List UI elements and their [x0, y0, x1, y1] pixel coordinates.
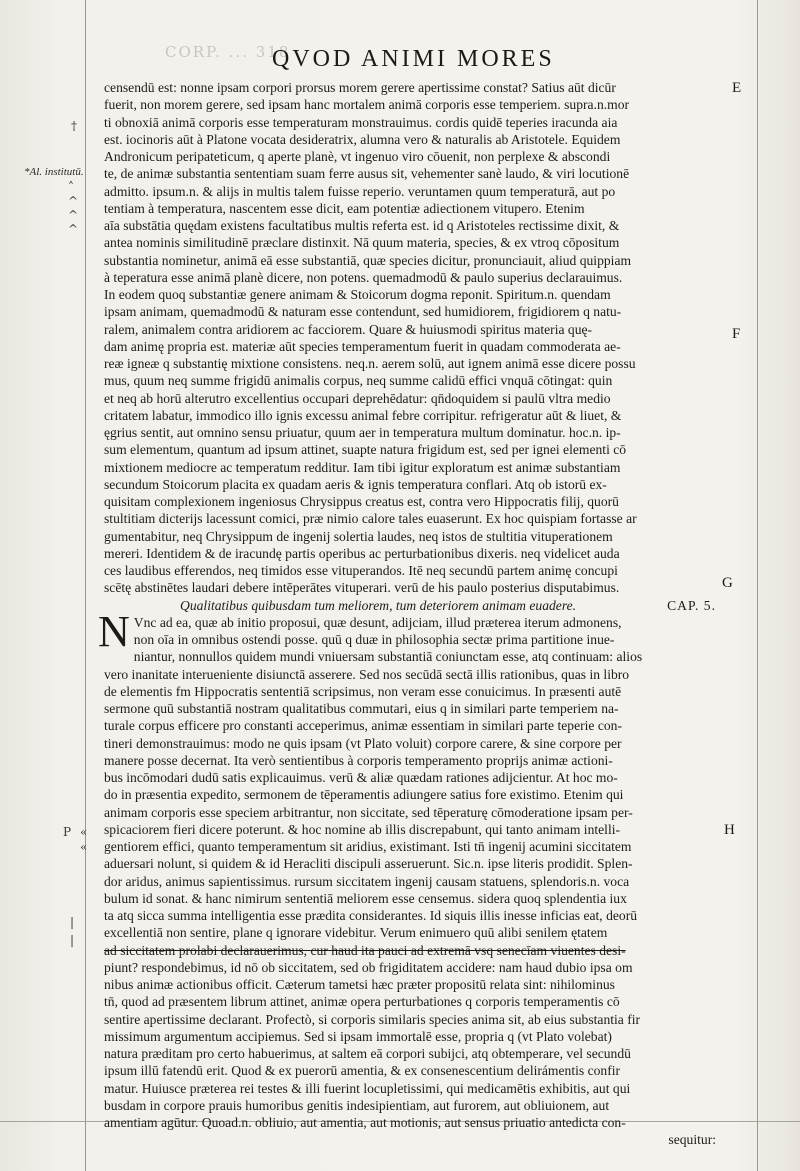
catchword: sequitur: [668, 1132, 716, 1148]
margin-letter-h: H [724, 822, 735, 838]
text-line: Andronicum peripateticum, q aperte planè, vt ingenuo viro cōuenit, non perplexe & abscondi [104, 149, 611, 164]
margin-letter-e: E [732, 80, 742, 96]
pen-mark: P [63, 825, 72, 839]
text-line: vero inanitate interueniente disiunctā asserere. Sed nos secūdā sectā illis rationibus, quas in libro [104, 666, 630, 682]
text-line: scētę abstinētes laudari debere intēperātes vituperari. verū de his paulo posterius disputabimus. [104, 580, 620, 596]
text-line: mereri. Identidem & de iracundę partis operibus ac perturbationibus dixeris. neq videlicet auda [104, 545, 620, 561]
text-line: ta atq sicca summa intelligentia esse prædita considerantes. Id siquis illis inesse inficias eat, deorū [104, 908, 638, 923]
text-line: admitto. ipsum.n. & alijs in multis talem fuisse reperio. veruntamen quum temperaturā, aut po [104, 183, 616, 199]
text-line: de elementis fm Hippocratis sententiā scripsimus, non veram esse conuicimus. In præsenti autē [104, 683, 622, 699]
running-head: QVOD ANIMI MORES [272, 46, 555, 72]
text-line: ipsam animam, quemadmodū & naturam esse contendunt, sed humidiorem, frigidiorem q natu- [104, 304, 622, 320]
text-line: amentiam agūtur. Quoad.n. obliuio, aut amentia, aut motionis, aut sensus priuatio antedicta con- [104, 1115, 626, 1130]
text-line: est. iocinoris aūt à Platone vocata desideratrix, alumna vero & naturalis ab Aristotele. Equidem [104, 131, 621, 147]
text-line: substantia nominetur, animā eā esse substantiā, quæ species dicitur, pronunciauit, aliud quippiam [104, 252, 632, 268]
text-line: gentiorem effici, quanto temperamentum sit aridius, existimant. Isti tn̄ ingenij acumini siccitatem [104, 839, 632, 854]
text-line: aīa substātia quędam existens facultatibus multis referta est. id q Aristoteles rectissime dixit, & [104, 218, 620, 233]
text-line: sum elementum, quantum ad ipsum attinet, suapte natura frigidum est, sed per ignei elementi cō [104, 442, 627, 458]
text-line: sentire apertissime declarant. Profectò, si corporis similaris species anima sit, ab eius substantia fir [104, 1011, 641, 1027]
text-line: gumentabitur, neq Chrysippum de ingenij solertia laudes, neq istos de stultitia vituperationem [104, 528, 613, 544]
pen-mark: | [70, 915, 75, 929]
section-two [98, 606, 736, 1132]
text-line: piunt? respondebimus, id nō ob siccitatem, sed ob frigiditatem accidere: nam haud dubio ipsa om [104, 959, 633, 975]
text-line: natura præditam pro certo habuerimus, at saltem eā corpori subijci, atq obtemperare, vel secundū [104, 1046, 631, 1061]
text-line: turale corpus efficere pro constanti acceperimus, animæ essentiam in similari parte teperie con- [104, 718, 622, 734]
right-frame-rule [757, 0, 758, 1171]
text-line: animam corporis esse speciem arbitrantur, non siccitate, sed tēperaturę cōmoderatione ipsam per- [104, 804, 633, 820]
text-line: dam animę propria est. materiæ aūt species temperamentum fuerit in quadam commoderata ae- [104, 338, 621, 354]
text-line: do in præsentia expedito, sermonem de tēperamentis adiungere satius fore existimo. Etenim qui [104, 787, 624, 803]
text-line: secundum Stoicorum placita ex quadam aeris & ignis temperatura conflari. Atq ob istorū ex- [104, 476, 607, 492]
text-line: critatem labatur, immodico illo ignis excessu animal febre corripitur. refrigeratur aūt & liuet, & [104, 407, 622, 423]
text-line: tineri demonstrauimus: modo ne quis ipsam (vt Plato voluit) corpore carere, & sine corpore per [104, 735, 622, 751]
pen-mark: ^ [68, 208, 79, 222]
text-line: tn̄, quod ad præsentem librum attinet, animæ opera perturbationes q corporis temperamentis cō [104, 994, 620, 1010]
text-line: excellentiā non sentire, plane q ignorare videbitur. Verum enimuero quū alibi senilem ętatem [104, 925, 608, 941]
text-line: tentiam à temperatura, nascentem esse dicit, eam potentiæ adiectionem vitupero. Etenim [104, 200, 585, 216]
text-line: censendū est: nonne ipsam corpori prorsus morem gerere apertissime constat? Satius aūt dicūr [104, 80, 616, 95]
text-line: ralem, animalem contra aridiorem ac facciorem. Quare & huiusmodi spiritus materia quę- [104, 321, 593, 337]
chapter-title: Qualitatibus quibusdam tum meliorem, tum deteriorem animam euadere. [180, 597, 577, 613]
margin-letter-f: F [732, 326, 741, 342]
pen-mark: ^ [68, 194, 79, 208]
pen-mark: « [80, 840, 88, 854]
pen-mark: † [71, 119, 77, 133]
text-line: ipsum illū fatendū erit. Quod & ex puerorū amentia, & ex consenescentium delirámentis confir [104, 1063, 621, 1079]
chapter-label: CAP. 5. [667, 597, 716, 613]
pen-mark: | [70, 933, 75, 947]
text-line: à teperatura esse animā planè dicere, non potens. quemadmodū & paulo superius declarauimus. [104, 269, 623, 285]
show-through-header: CORP. ... 318 [165, 43, 291, 61]
text-line: mus, quum neq summe frigidū animalis corpus, neq summe calidū effici vnquā cōtingat: quin [104, 373, 613, 389]
text-line: missimum argumentum accipiemus. Sed si ipsam immortalē esse, propria q (vt Plato volebat) [104, 1028, 612, 1044]
text-line: aduersari nolunt, si quidem & id Heracliti discipuli asseruerunt. Sic.n. ipse literis prodidit. Splen- [104, 856, 633, 872]
text-line: non oīa in omnibus ostendi posse. quū q duæ in philosophia sectæ prima partitione inue- [133, 632, 615, 647]
text-line: spicaciorem fieri dicere poterunt. & hoc nomine ab illis discrepabunt, qui tanto animam intelli- [104, 821, 621, 837]
text-line: ęgrius sentit, aut omnino sensu priuatur, quum aer in temperatura multum dominatur. hoc.n. ip- [104, 425, 621, 440]
text-line: matur. Huiusce præterea rei testes & illi fuerint locupletissimi, qui medicamētis exhibitis, aut qui [104, 1080, 631, 1096]
text-line: antea nominis similitudinē præclare distinxit. Nā quum materia, species, & ex vtroq cōpositum [104, 235, 620, 251]
text-line: stultitiam dicterijs lacessunt comici, præ nimio calore tales euaserunt. Ex hoc quispiam fortasse ar [104, 511, 637, 527]
text-line: quisitam complexionem ingeniosus Chrysippus creatus est, contra vero Hippocratis filij, quorū [104, 494, 619, 509]
text-line: busdam in corpore prauis humoribus genitis indesipientiam, aut furorem, aut obliuionem, aut [104, 1097, 610, 1113]
text-line: ti obnoxiā animā corporis esse temperaturam monstrauimus. cordis quidē teperies iracunda aia [104, 114, 618, 130]
text-line: sermone quū substantiā nostram qualitatibus commutari, eius q in similari parte temperiem na- [104, 701, 619, 716]
text-line: bulum id sonat. & hanc nimirum sententiā meliorem esse censemus. sidera quoq splendentia iux [104, 890, 627, 906]
text-line: manere posse decernat. Ita verò sentientibus à corporis temperamento proprijs animæ actioni- [104, 752, 613, 768]
chapter-heading [104, 597, 736, 614]
margin-note-institutum: *Al. institutū. [24, 166, 84, 178]
left-frame-rule [85, 0, 86, 1171]
pen-mark: ^ [68, 222, 79, 236]
drop-cap-initial: N [98, 606, 130, 656]
pen-mark: « [80, 825, 88, 839]
main-text [98, 79, 736, 1149]
text-line: Vnc ad ea, quæ ab initio proposui, quæ desunt, adijciam, illud præterea iterum admonens, [133, 614, 622, 630]
text-line: mixtionem mediocre ac temperatum redditur. Iam tibi igitur exploratum est animæ substantiam [104, 459, 621, 475]
text-line: niantur, nonnullos quidem mundi vniuersam substantiā coniunctam esse, atq continuam: alios [133, 649, 643, 665]
text-line: fuerit, non morem gerere, sed ipsam hanc mortalem animā corporis esse temperiem. supra.n.mor [104, 97, 630, 113]
text-line: ad siccitatem prolabi declarauerimus, cur haud ita pauci ad extremā vsq senecīam viuentes desi- [104, 942, 626, 958]
margin-letter-g: G [722, 575, 733, 591]
text-line: et neq ab horū alterutro excellentius occupari deprehēdatur: qn̄doquidem si paulū vltra medio [104, 390, 611, 406]
pen-mark: ˄ [68, 180, 74, 194]
text-line: In eodem quoq substantiæ genere animam & Stoicorum dogma reponit. Spiritum.n. quendam [104, 287, 611, 302]
text-line: nibus animæ actionibus officit. Cæterum tametsi hæc præter propositū relata sint: nihilominus [104, 977, 615, 992]
section-one [104, 79, 736, 597]
text-line: te, de animæ substantia sententiam suam ferre ausus sit, vehementer sanè laudo, & viri locutionē [104, 166, 630, 182]
text-line: ces laudibus efferendos, neq timidos esse vituperandos. Itē neq secundū partem animę concupi [104, 563, 618, 578]
catchword-row [104, 1131, 736, 1148]
text-line: bus incōmodari dudū satis explicauimus. verū & aliæ quædam rationes adijcientur. At hoc mo- [104, 770, 618, 785]
text-line: dor aridus, animus sapientissimus. rursum siccitatem ingenij causam statuens, splendoris.n. voca [104, 873, 630, 889]
text-line: reæ igneæ q substantię mixtione consistens. neq.n. aerem solū, aut ignem animā esse dicere possu [104, 356, 636, 371]
